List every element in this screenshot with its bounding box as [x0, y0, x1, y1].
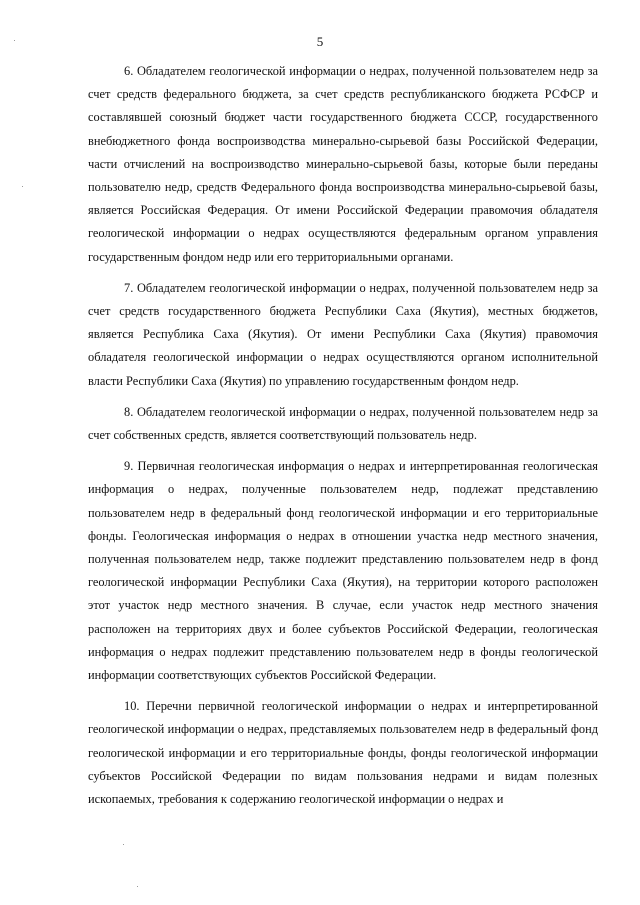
- scan-speck: [14, 40, 15, 41]
- paragraph-10: 10. Перечни первичной геологической информации о недрах и интерпретированной геологической информации о недрах, представляемых пользователем недр в федеральный фонд геологической информации и его территориальные фонды, фонды геологической информации субъектов Российской Федерации по видам пользования недрами и видам полезных ископаемых, требования к содержанию геологической информации о недрах и: [88, 699, 598, 807]
- paragraph-8: 8. Обладателем геологической информации о недрах, полученной пользователем недр за счет собственных средств, является соответствующий пользователь недр.: [88, 404, 598, 443]
- document-body: [88, 60, 598, 819]
- scan-speck: [22, 186, 23, 187]
- paragraph-6: 6. Обладателем геологической информации о недрах, полученной пользователем недр за счет средств федерального бюджета, за счет средств республиканского бюджета РСФСР и составлявшей союзный бюджет части государственного бюджета СССР, государственного внебюджетного фонда воспроизводства минерально-сырьевой базы Российской Федерации, части отчислений на воспроизводство минерально-сырьевой базы, которые были переданы пользователю недр, средств Федерального фонда воспроизводства минерально-сырьевой базы, является Российская Федерация. От имени Российской Федерации правомочия обладателя геологической информации о недрах осуществляются федеральным органом управления государственным фондом недр или его территориальными органами.: [88, 64, 598, 264]
- scan-speck: [123, 844, 124, 845]
- page-number: 5: [316, 34, 324, 49]
- paragraph-7: 7. Обладателем геологической информации о недрах, полученной пользователем недр за счет средств государственного бюджета Республики Саха (Якутия), местных бюджетов, является Республика Саха (Якутия). От имени Республики Саха (Якутия) правомочия обладателя геологической информации о недрах осуществляются органом исполнительной власти Республики Саха (Якутия) по управлению государственным фондом недр.: [88, 280, 598, 388]
- paragraph-9: 9. Первичная геологическая информация о недрах и интерпретированная геологическая информация о недрах, полученные пользователем недр, подлежат представлению пользователем недр в федеральный фонд геологической информации и его территориальные фонды. Геологическая информация о недрах в отношении участка недр местного значения, полученная пользователем недр, также подлежит представлению пользователем недр в фонд геологической информации Республики Саха (Якутия), на территории которого расположен этот участок недр местного значения. В случае, если участок недр местного значения расположен на территориях двух и более субъектов Российской Федерации, геологическая информация о недрах подлежит представлению пользователем недр в фонды геологической информации соответствующих субъектов Российской Федерации.: [88, 459, 598, 683]
- scan-speck: [137, 886, 138, 887]
